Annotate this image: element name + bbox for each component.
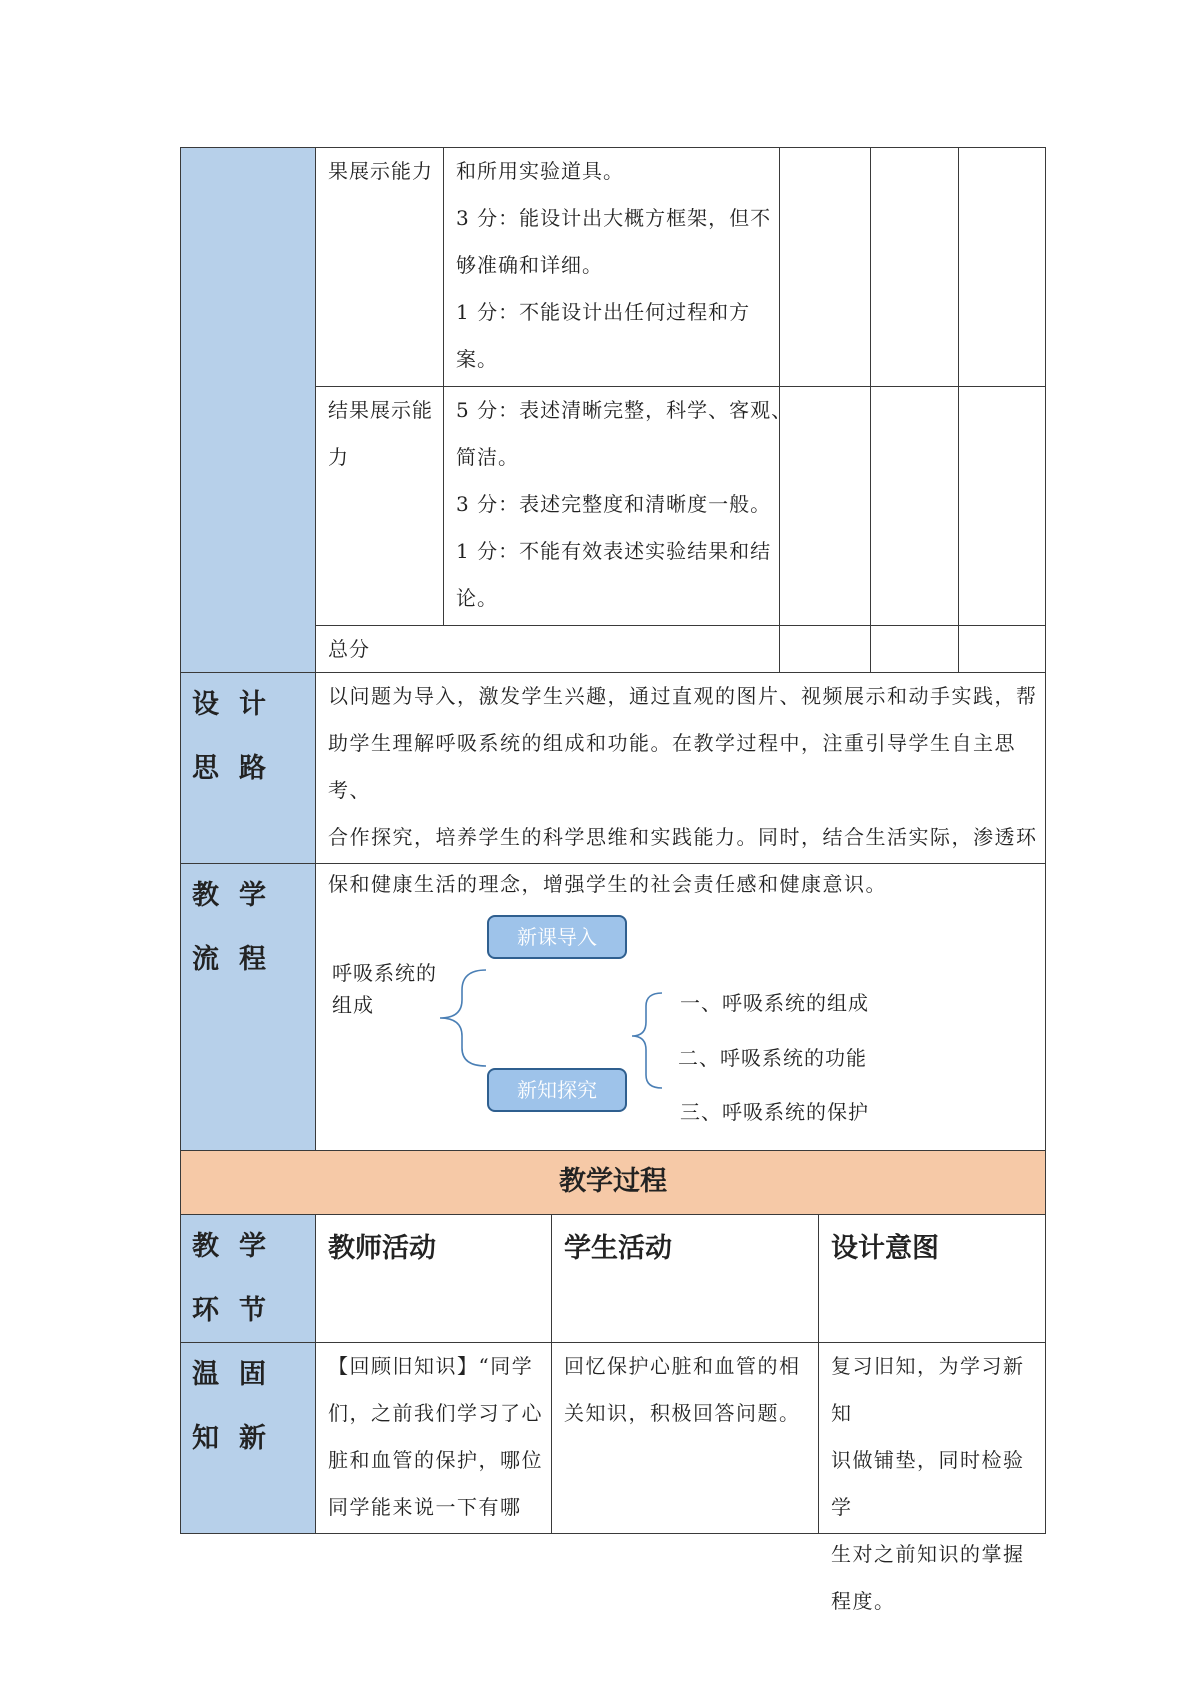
process-intent-header: 设计意图 [831,1233,939,1264]
process-student-activity: 回忆保护心脏和血管的相 关知识，积极回答问题。 [564,1354,801,1425]
flow-root-text: 呼吸系统的 组成 [332,961,437,1017]
eval-score-cell [870,147,959,387]
process-stage-label: 温固知新 [192,1359,286,1454]
process-student-header: 学生活动 [564,1233,672,1264]
teaching-process-banner: 教学过程 [559,1166,667,1197]
eval-total-score-cell [958,625,1046,673]
flow-box-new-knowledge-explore: 新知探究 [487,1068,627,1112]
flow-box-new-lesson-intro: 新课导入 [487,915,627,959]
eval-total-score-cell [870,625,959,673]
design-idea-label: 设计思路 [192,689,286,784]
eval-total-label-cell [315,625,780,673]
eval-description-text: 5 分：表述清晰完整，科学、客观、 简洁。 3 分：表述完整度和清晰度一般。 1 分：不能有效表述实验结果和结 论。 [456,398,793,610]
eval-score-cell [870,386,959,626]
eval-score-cell [958,147,1046,387]
flow-sub-item: 三、呼吸系统的保护 [680,1100,869,1124]
process-stage-header: 教学环节 [192,1231,286,1326]
eval-total-label: 总分 [328,637,370,661]
process-teacher-header: 教师活动 [328,1233,436,1264]
flow-sub-item: 一、呼吸系统的组成 [680,991,869,1015]
flow-sub-item: 二、呼吸系统的功能 [678,1046,867,1070]
design-idea-text: 以问题为导入，激发学生兴趣，通过直观的图片、视频展示和动手实践，帮 助学生理解呼吸系统的组成和功能。在教学过程中，注重引导学生自主思考、 合作探究，培养学生的科学思维和实践能力。同时，结合生活实际，渗透环 保和健康生活的理念，增强学生的社会责任感和健康意识。 [328,684,1038,896]
eval-criterion-text: 结果展示能 力 [328,398,433,469]
process-teacher-activity: 【回顾旧知识】“同学 们，之前我们学习了心 脏和血管的保护，哪位 同学能来说一下有哪 [328,1354,543,1519]
teaching-flow-label: 教学流程 [192,880,286,975]
eval-description-text: 和所用实验道具。 3 分：能设计出大概方框架，但不 够准确和详细。 1 分：不能设计出任何过程和方 案。 [456,159,772,371]
process-design-intent: 复习旧知，为学习新知 识做铺垫，同时检验学 生对之前知识的掌握 程度。 [831,1354,1025,1613]
left-label-column-eval [180,147,316,673]
eval-score-cell [779,147,871,387]
eval-score-cell [779,386,871,626]
eval-total-score-cell [779,625,871,673]
eval-criterion-text: 果展示能力 [328,159,433,183]
eval-score-cell [958,386,1046,626]
